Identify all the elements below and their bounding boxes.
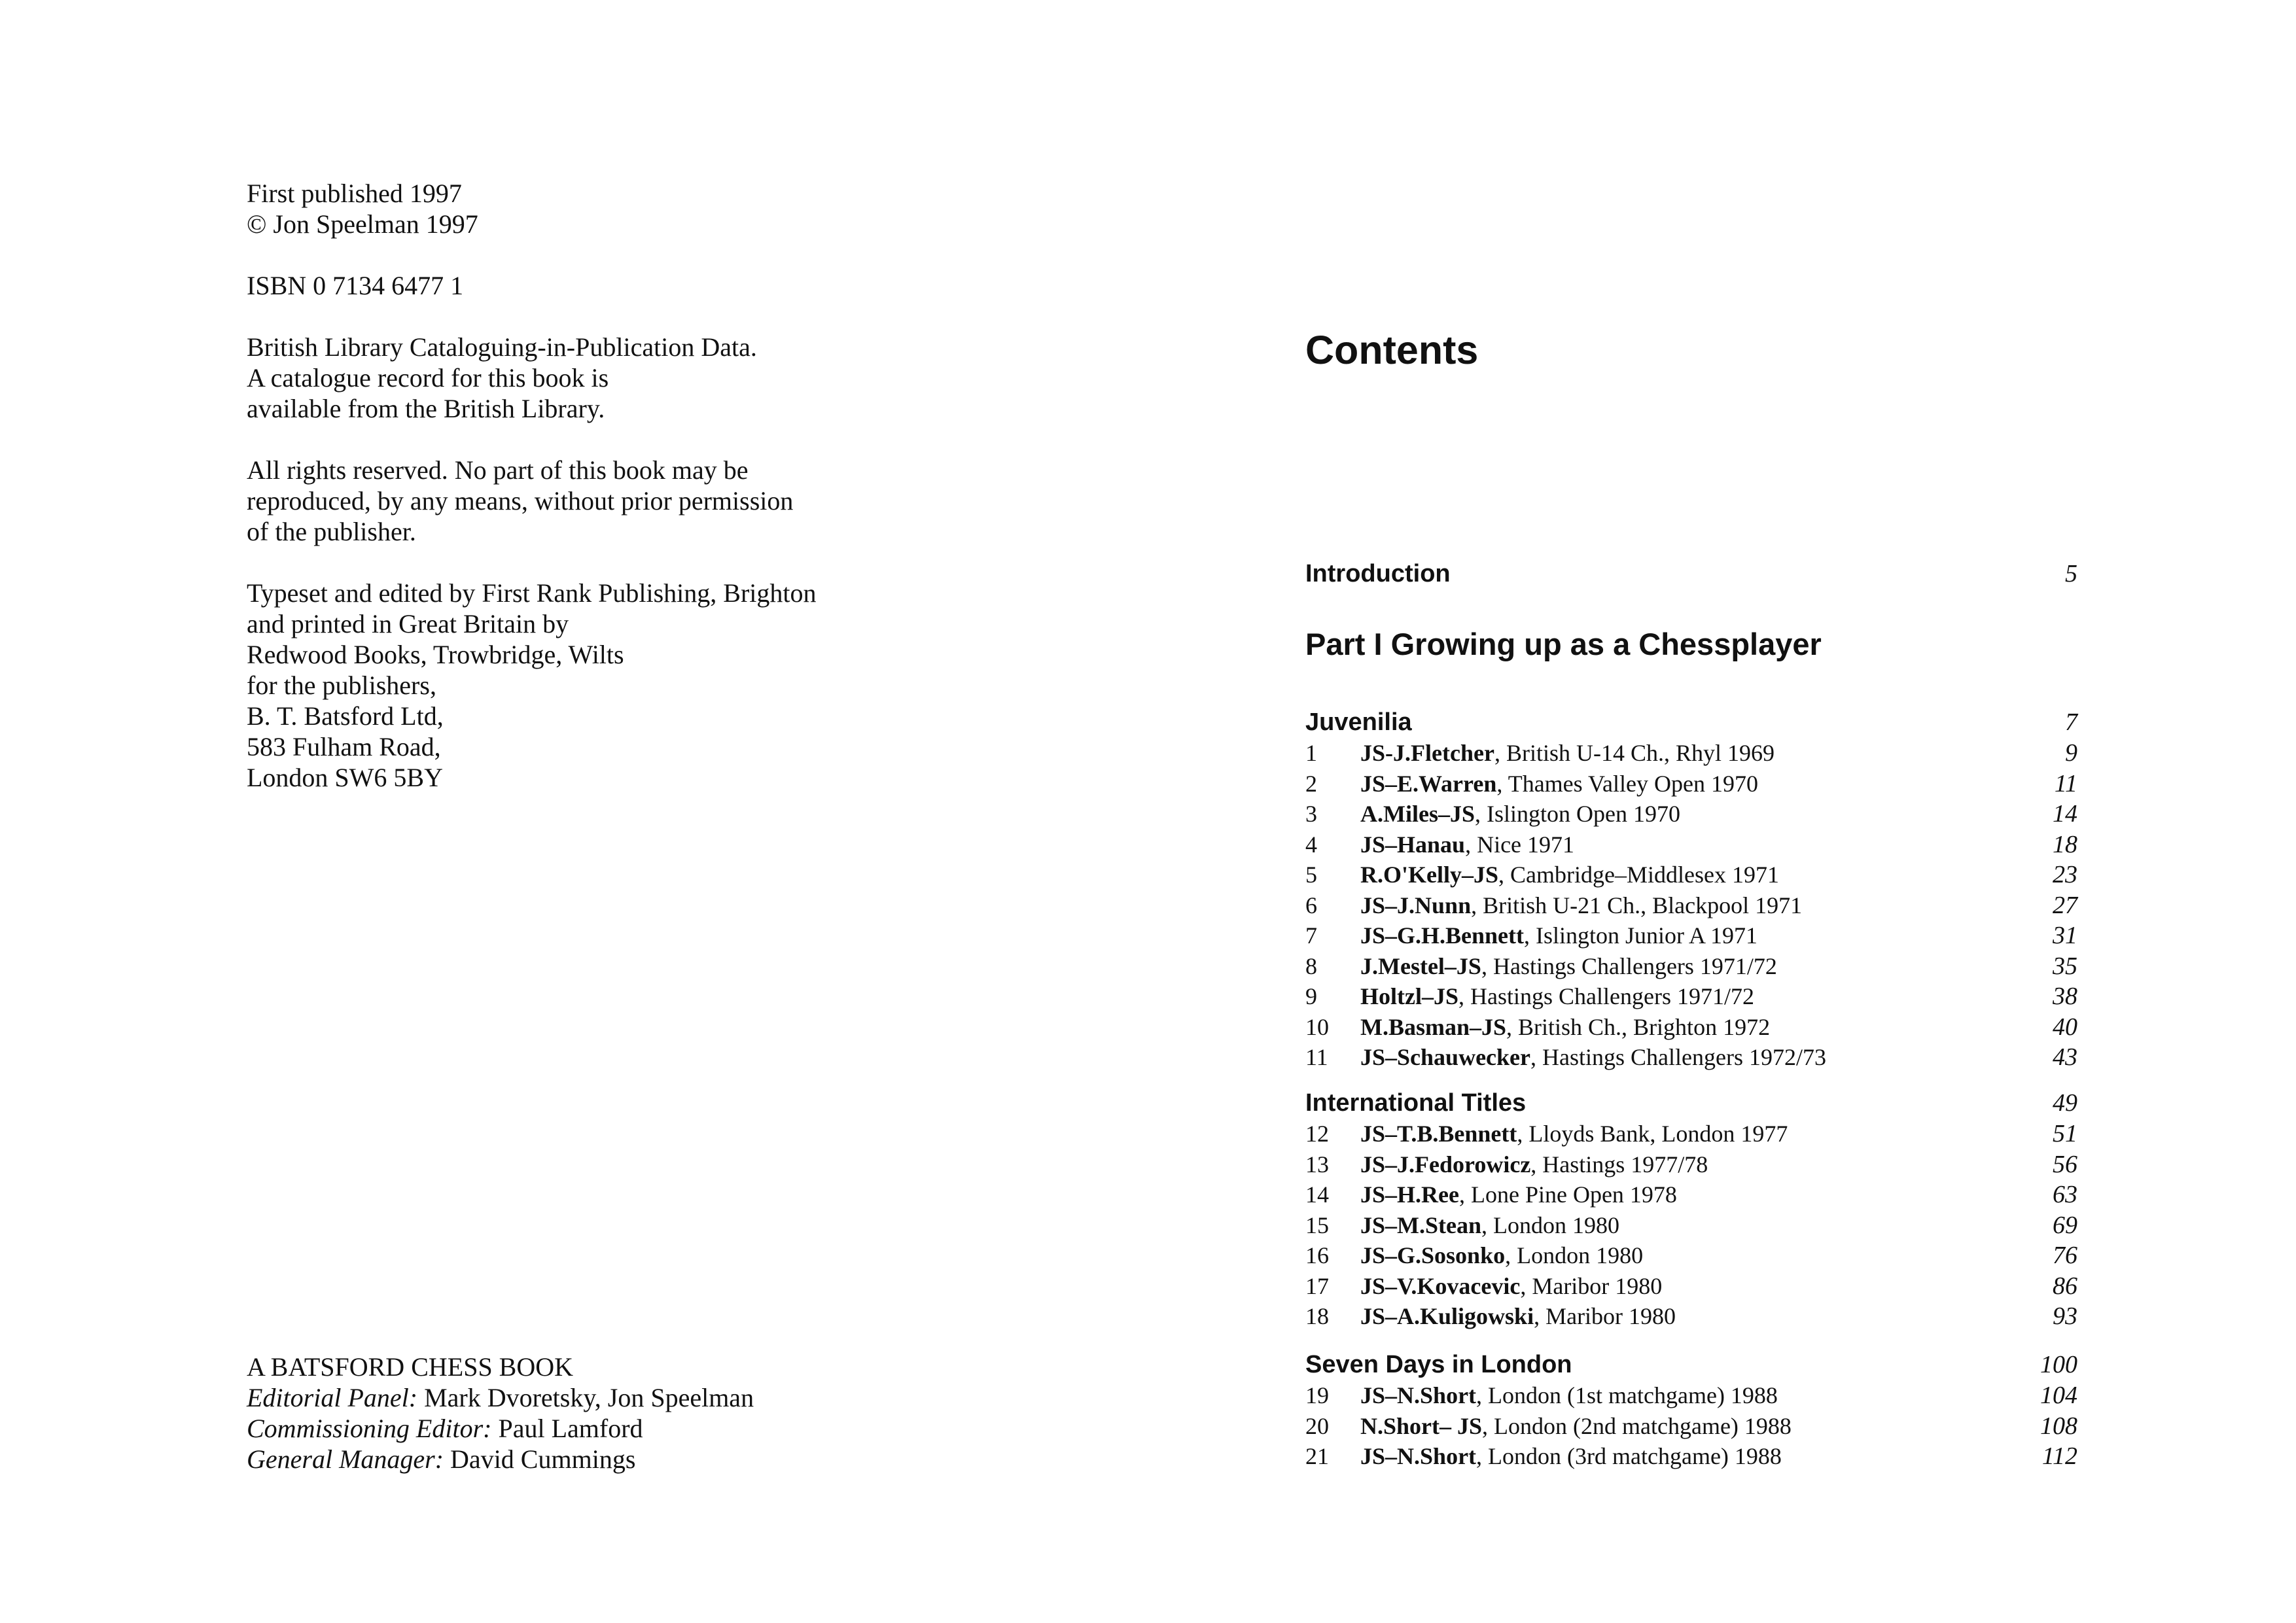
game-event: , British U-14 Ch., Rhyl 1969: [1494, 740, 1775, 766]
toc-section: [1305, 707, 2077, 738]
typeset-line: for the publishers,: [247, 671, 436, 700]
toc-game-row: [1305, 1149, 2077, 1180]
toc-page-number: 5: [2065, 560, 2077, 587]
cip-line: available from the British Library.: [247, 394, 605, 423]
series-line: A BATSFORD CHESS BOOK: [247, 1352, 574, 1382]
game-event: , Thames Valley Open 1970: [1496, 770, 1758, 797]
rights-line: reproduced, by any means, without prior permission: [247, 486, 794, 515]
commissioning-editor-line: [247, 1413, 754, 1444]
typeset-line: and printed in Great Britain by: [247, 609, 569, 638]
game-description: [1360, 1301, 1676, 1332]
game-description: [1360, 1380, 1778, 1411]
cip-block: [247, 332, 966, 424]
game-event: , Hastings 1977/78: [1530, 1151, 1708, 1178]
publication-block: [247, 178, 966, 239]
game-number: 7: [1305, 922, 1317, 949]
toc-game-row: [1305, 738, 2077, 769]
toc-game-row: [1305, 1271, 2077, 1302]
game-description: [1360, 1210, 1619, 1241]
toc-introduction: [1305, 559, 2077, 589]
game-event: , Hastings Challengers 1971/72: [1481, 952, 1777, 979]
game-description: [1360, 769, 1758, 799]
game-players: JS–N.Short: [1360, 1382, 1477, 1408]
game-description: [1360, 829, 1574, 860]
imprint-block: [247, 1352, 754, 1475]
game-description: [1360, 799, 1680, 829]
toc-page-number: 38: [2053, 983, 2077, 1010]
toc-game-row: [1305, 829, 2077, 860]
toc-game-row: [1305, 769, 2077, 799]
toc-game-row: [1305, 1301, 2077, 1332]
game-description: [1360, 1012, 1770, 1043]
game-event: , Hastings Challengers 1972/73: [1530, 1044, 1826, 1070]
contents-page: [1305, 0, 2091, 1623]
game-players: M.Basman–JS: [1360, 1013, 1507, 1040]
game-description: [1360, 1411, 1792, 1442]
game-event: , Hastings Challengers 1971/72: [1458, 983, 1754, 1009]
game-players: Holtzl–JS: [1360, 983, 1458, 1009]
game-event: , Cambridge–Middlesex 1971: [1498, 862, 1779, 888]
toc-page-number: 18: [2053, 830, 2077, 858]
editorial-panel-value: Mark Dvoretsky, Jon Speelman: [417, 1383, 754, 1412]
toc-game-row: [1305, 1380, 2077, 1411]
cip-line: A catalogue record for this book is: [247, 363, 609, 393]
game-event: , British U-21 Ch., Blackpool 1971: [1471, 892, 1803, 918]
game-number: 19: [1305, 1382, 1329, 1408]
toc-game-row: [1305, 981, 2077, 1012]
toc-game-row: [1305, 1441, 2077, 1472]
game-number: 10: [1305, 1013, 1329, 1040]
copyright-line: © Jon Speelman 1997: [247, 209, 478, 239]
game-players: JS–T.B.Bennett: [1360, 1121, 1517, 1147]
game-players: JS-J.Fletcher: [1360, 740, 1494, 766]
game-description: [1360, 860, 1779, 890]
game-event: , Maribor 1980: [1534, 1303, 1676, 1329]
game-players: JS–G.H.Bennett: [1360, 922, 1525, 949]
game-event: , Lloyds Bank, London 1977: [1517, 1121, 1788, 1147]
rights-line: of the publisher.: [247, 517, 416, 546]
toc-page-number: 56: [2053, 1150, 2077, 1178]
toc-page-number: 35: [2053, 952, 2077, 980]
toc-page-number: 93: [2053, 1302, 2077, 1330]
game-description: [1360, 1179, 1677, 1210]
typeset-line: 583 Fulham Road,: [247, 732, 441, 761]
game-number: 11: [1305, 1044, 1328, 1070]
toc-section-title: Seven Days in London: [1305, 1351, 1572, 1378]
toc-game-row: [1305, 1240, 2077, 1271]
toc-page-number: 7: [2065, 708, 2077, 736]
toc-section: [1305, 1350, 2077, 1380]
game-event: , Islington Junior A 1971: [1524, 922, 1758, 949]
general-manager-label: General Manager:: [247, 1444, 444, 1474]
game-description: [1360, 1240, 1643, 1271]
toc-game-row: [1305, 1042, 2077, 1073]
toc-page-number: 40: [2053, 1013, 2077, 1041]
game-number: 16: [1305, 1242, 1329, 1268]
game-number: 1: [1305, 740, 1317, 766]
game-players: JS–Hanau: [1360, 831, 1466, 858]
game-number: 8: [1305, 952, 1317, 979]
game-number: 9: [1305, 983, 1317, 1009]
toc-page-number: 76: [2053, 1242, 2077, 1269]
general-manager-value: David Cummings: [444, 1444, 636, 1474]
toc-page-number: 100: [2040, 1351, 2077, 1378]
general-manager-line: [247, 1444, 754, 1475]
toc-section-title: Juvenilia: [1305, 708, 1412, 736]
toc-page-number: 112: [2041, 1442, 2077, 1470]
game-description: [1360, 1441, 1782, 1472]
isbn-line: ISBN 0 7134 6477 1: [247, 271, 464, 300]
toc-game-row: [1305, 890, 2077, 921]
toc-game-row: [1305, 920, 2077, 951]
toc-game-row: [1305, 1119, 2077, 1149]
typeset-line: B. T. Batsford Ltd,: [247, 701, 444, 731]
game-description: [1360, 890, 1802, 921]
toc-game-row: [1305, 799, 2077, 829]
game-description: [1360, 1042, 1826, 1073]
game-players: JS–M.Stean: [1360, 1212, 1482, 1238]
game-players: JS–A.Kuligowski: [1360, 1303, 1534, 1329]
toc-page-number: 31: [2053, 922, 2077, 949]
game-description: [1360, 1149, 1708, 1180]
editorial-panel-line: [247, 1382, 754, 1413]
toc-page-number: 108: [2040, 1412, 2077, 1440]
toc-section-title: International Titles: [1305, 1089, 1527, 1117]
game-description: [1360, 1119, 1788, 1149]
game-players: R.O'Kelly–JS: [1360, 862, 1499, 888]
toc-game-row: [1305, 1179, 2077, 1210]
toc-page-number: 63: [2053, 1181, 2077, 1208]
game-description: [1360, 951, 1777, 982]
toc-page-number: 14: [2053, 800, 2077, 828]
game-event: , London 1980: [1481, 1212, 1620, 1238]
isbn-block: [247, 270, 966, 301]
game-players: JS–J.Nunn: [1360, 892, 1472, 918]
game-players: JS–E.Warren: [1360, 770, 1497, 797]
typeset-line: London SW6 5BY: [247, 763, 443, 792]
game-number: 3: [1305, 801, 1317, 827]
typeset-block: [247, 578, 966, 793]
game-event: , Maribor 1980: [1520, 1272, 1663, 1299]
toc-game-row: [1305, 951, 2077, 982]
typeset-line: Typeset and edited by First Rank Publishing, Brighton: [247, 578, 817, 608]
game-description: [1360, 920, 1757, 951]
game-number: 2: [1305, 770, 1317, 797]
toc-game-row: [1305, 1012, 2077, 1043]
game-number: 21: [1305, 1443, 1329, 1469]
game-players: JS–Schauwecker: [1360, 1044, 1530, 1070]
game-event: , London (2nd matchgame) 1988: [1482, 1412, 1792, 1439]
game-description: [1360, 981, 1754, 1012]
first-published-line: First published 1997: [247, 179, 462, 208]
toc-section: [1305, 1088, 2077, 1119]
toc-game-row: [1305, 1411, 2077, 1442]
game-players: JS–V.Kovacevic: [1360, 1272, 1521, 1299]
game-players: JS–H.Ree: [1360, 1181, 1459, 1208]
toc-page-number: 27: [2053, 891, 2077, 919]
toc-section-title: Introduction: [1305, 560, 1451, 587]
game-description: [1360, 1271, 1662, 1302]
rights-block: [247, 455, 966, 547]
toc-page-number: 9: [2065, 739, 2077, 767]
game-players: JS–N.Short: [1360, 1443, 1477, 1469]
game-event: , British Ch., Brighton 1972: [1506, 1013, 1771, 1040]
commissioning-editor-value: Paul Lamford: [491, 1414, 643, 1443]
game-number: 5: [1305, 862, 1317, 888]
cip-line: British Library Cataloguing-in-Publication Data.: [247, 332, 757, 362]
page-title: Contents: [1305, 328, 1479, 372]
game-number: 4: [1305, 831, 1317, 858]
toc-page-number: 49: [2053, 1089, 2077, 1117]
game-description: [1360, 738, 1775, 769]
commissioning-editor-label: Commissioning Editor:: [247, 1414, 492, 1443]
game-number: 14: [1305, 1181, 1329, 1208]
toc-page-number: 69: [2053, 1211, 2077, 1239]
typeset-line: Redwood Books, Trowbridge, Wilts: [247, 640, 624, 669]
game-event: , London 1980: [1505, 1242, 1644, 1268]
game-players: J.Mestel–JS: [1360, 952, 1481, 979]
game-players: N.Short– JS: [1360, 1412, 1483, 1439]
game-number: 13: [1305, 1151, 1329, 1178]
copyright-page: [247, 178, 966, 1486]
game-event: , Lone Pine Open 1978: [1458, 1181, 1677, 1208]
toc-page-number: 43: [2053, 1043, 2077, 1071]
toc-page-number: 23: [2053, 861, 2077, 888]
game-event: , Nice 1971: [1465, 831, 1575, 858]
game-number: 12: [1305, 1121, 1329, 1147]
part-heading: Part I Growing up as a Chessplayer: [1305, 627, 1822, 661]
game-event: , London (3rd matchgame) 1988: [1476, 1443, 1782, 1469]
toc-page-number: 104: [2040, 1382, 2077, 1409]
game-players: JS–G.Sosonko: [1360, 1242, 1506, 1268]
game-event: , London (1st matchgame) 1988: [1476, 1382, 1778, 1408]
toc-page-number: 86: [2053, 1272, 2077, 1300]
rights-line: All rights reserved. No part of this book may be: [247, 455, 749, 485]
game-players: JS–J.Fedorowicz: [1360, 1151, 1531, 1178]
game-number: 20: [1305, 1412, 1329, 1439]
toc-page-number: 11: [2054, 769, 2077, 797]
game-number: 6: [1305, 892, 1317, 918]
toc-game-row: [1305, 860, 2077, 890]
game-event: , Islington Open 1970: [1475, 801, 1680, 827]
game-number: 17: [1305, 1272, 1329, 1299]
game-players: A.Miles–JS: [1360, 801, 1475, 827]
toc-game-row: [1305, 1210, 2077, 1241]
game-number: 15: [1305, 1212, 1329, 1238]
editorial-panel-label: Editorial Panel:: [247, 1383, 418, 1412]
game-number: 18: [1305, 1303, 1329, 1329]
toc-page-number: 51: [2053, 1120, 2077, 1147]
